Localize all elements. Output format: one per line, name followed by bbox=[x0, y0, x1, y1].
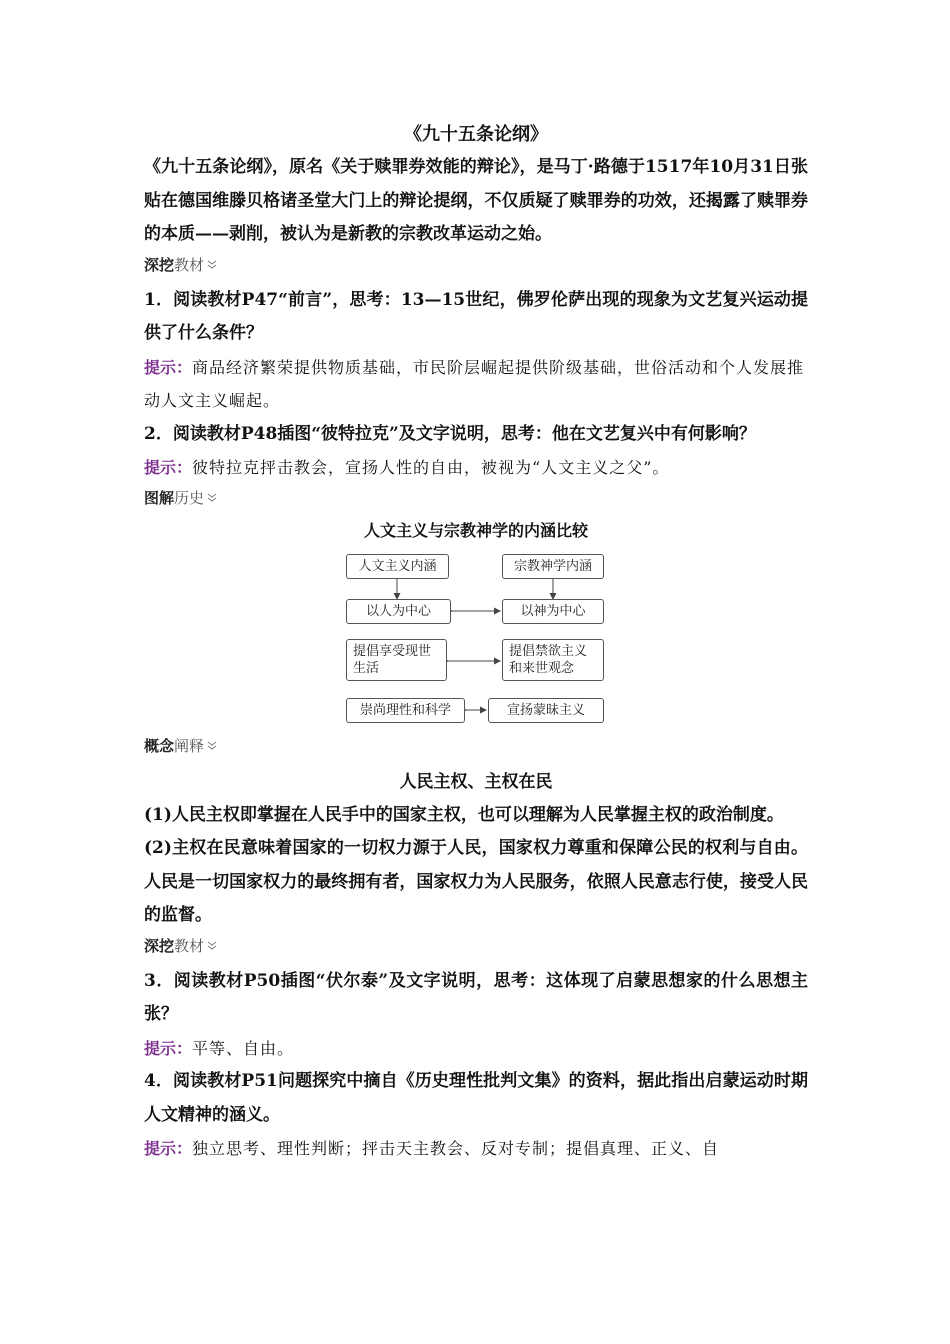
section-title-popular-sovereignty: 人民主权、主权在民 bbox=[399, 771, 553, 792]
double-chevron-down-icon bbox=[207, 260, 217, 270]
diagram-title: 人文主义与宗教神学的内涵比较 bbox=[363, 520, 588, 540]
hint-3: 提示：平等、自由。 bbox=[144, 1038, 295, 1058]
label-shenwa-jiaocai-2: 深挖 教材 bbox=[144, 933, 808, 959]
hint-2: 提示：彼特拉克抨击教会，宣扬人性的自由，被视为“人文主义之父”。 bbox=[144, 458, 670, 477]
content-column bbox=[144, 118, 808, 1166]
question-3: 3．阅读教材P50插图“伏尔泰”及文字说明，思考：这体现了启蒙思想家的什么思想主张？ bbox=[144, 970, 808, 1024]
box-right-row-2: 提倡禁欲主义 和来世观念 bbox=[502, 639, 604, 681]
box-left-row-3: 崇尚理性和科学 bbox=[346, 698, 465, 723]
label-gainian-chanshi: 概念 阐释 bbox=[144, 733, 808, 759]
box-left-row-1: 以人为中心 bbox=[346, 599, 451, 624]
section-body-95-theses: 《九十五条论纲》，原名《关于赎罪券效能的辩论》，是马丁·路德于1517年10月31日张贴在德国维滕贝格诸圣堂大门上的辩论提纲，不仅质疑了赎罪券的功效，还揭露了赎罪券的本质——剥削，被认为是新教的宗教改革运动之始。 bbox=[144, 157, 808, 244]
double-chevron-down-icon bbox=[207, 493, 217, 503]
box-left-header: 人文主义内涵 bbox=[346, 554, 449, 579]
section-title-95-theses: 《九十五条论纲》 bbox=[404, 124, 548, 145]
box-right-row-3: 宣扬蒙昧主义 bbox=[488, 698, 604, 723]
section-2-paragraph-2: (2)主权在民意味着国家的一切权力源于人民，国家权力尊重和保障公民的权利与自由。人民是一切国家权力的最终拥有者，国家权力为人民服务，依照人民意志行使，接受人民的监督。 bbox=[144, 838, 808, 925]
box-left-row-2: 提倡享受现世 生活 bbox=[346, 639, 447, 681]
label-shenwa-jiaocai: 深挖 教材 bbox=[144, 252, 808, 278]
label-tujie-lishi: 图解 历史 bbox=[144, 485, 808, 511]
diagram-arrows bbox=[144, 549, 808, 727]
hint-1: 提示：商品经济繁荣提供物质基础，市民阶层崛起提供阶级基础，世俗活动和个人发展推动人文主义崛起。 bbox=[144, 357, 805, 410]
double-chevron-down-icon bbox=[207, 741, 217, 751]
question-4: 4．阅读教材P51问题探究中摘自《历史理性批判文集》的资料，据此指出启蒙运动时期人文精神的涵义。 bbox=[144, 1071, 808, 1125]
double-chevron-down-icon bbox=[207, 941, 217, 951]
comparison-diagram bbox=[144, 549, 808, 727]
hint-4: 提示：独立思考、理性判断；抨击天主教会、反对专制；提倡真理、正义、自 bbox=[144, 1139, 720, 1158]
question-2: 2．阅读教材P48插图“彼特拉克”及文字说明，思考：他在文艺复兴中有何影响？ bbox=[144, 423, 756, 444]
section-2-paragraph-1: (1)人民主权即掌握在人民手中的国家主权，也可以理解为人民掌握主权的政治制度。 bbox=[144, 804, 784, 825]
box-right-row-1: 以神为中心 bbox=[502, 599, 604, 624]
question-1: 1．阅读教材P47“前言”，思考：13—15世纪，佛罗伦萨出现的现象为文艺复兴运动提供了什么条件？ bbox=[144, 289, 808, 343]
box-right-header: 宗教神学内涵 bbox=[502, 554, 604, 579]
